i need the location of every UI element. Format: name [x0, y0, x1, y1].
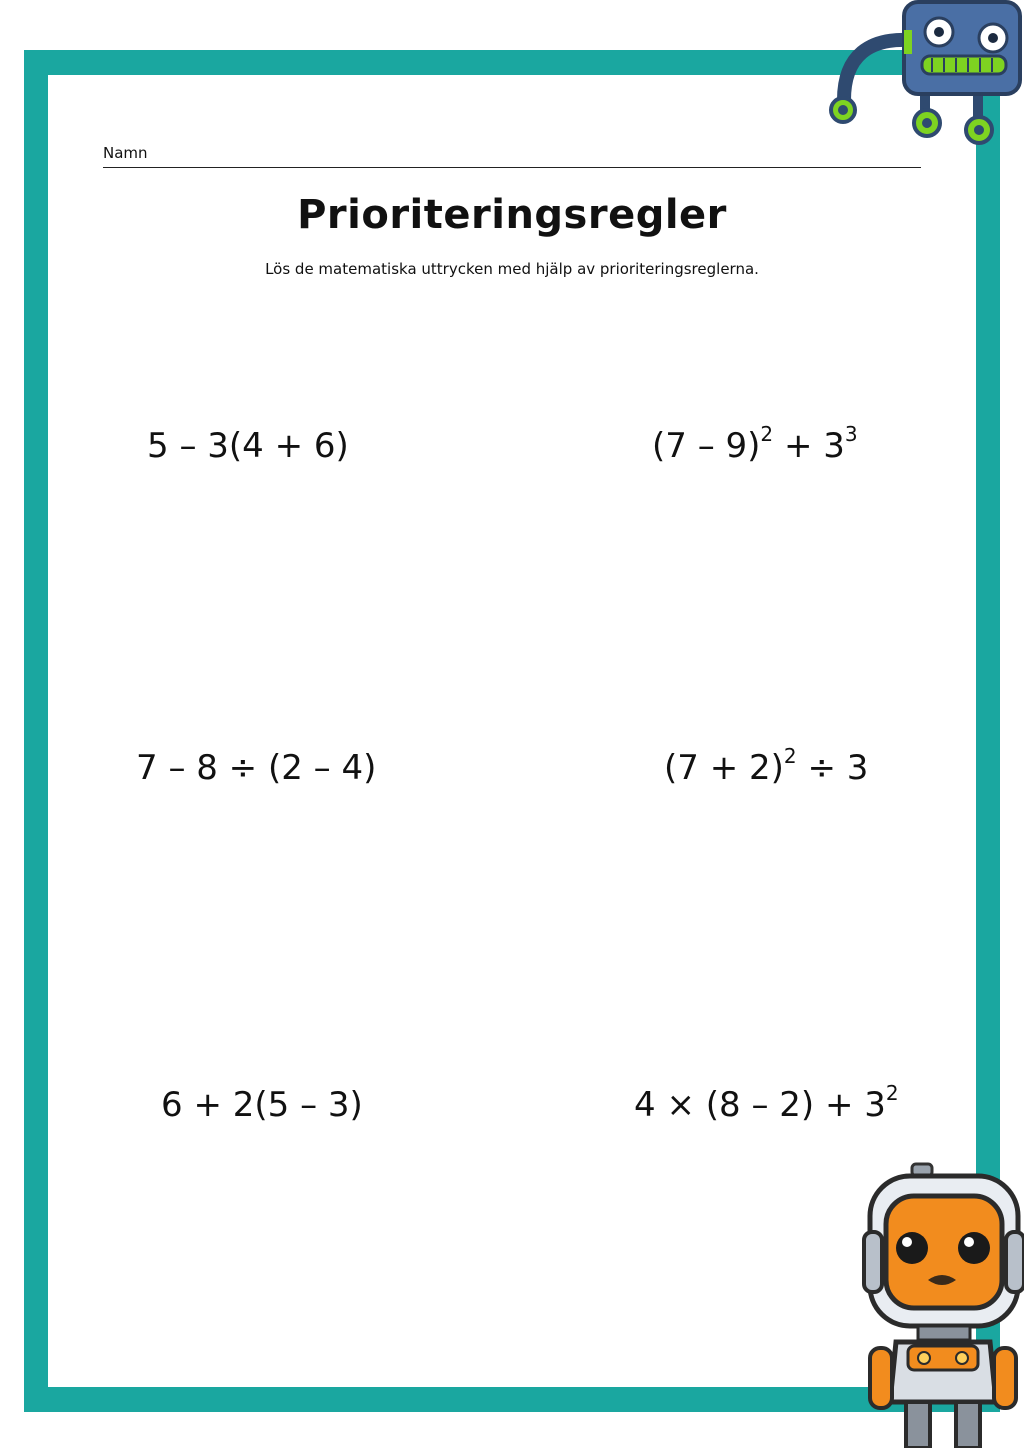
- problem-3: 7 – 8 ÷ (2 – 4): [136, 748, 377, 788]
- name-label: Namn: [103, 144, 148, 162]
- problem-1: 5 – 3(4 + 6): [147, 426, 349, 466]
- problem-2: $(7 - 9)^2 + 3^3$: [652, 422, 858, 466]
- problem-5: 6 + 2(5 – 3): [161, 1085, 363, 1125]
- instructions: Lös de matematiska uttrycken med hjälp av prioriteringsreglerna.: [265, 260, 759, 278]
- page-title: Prioriteringsregler: [297, 192, 727, 238]
- problem-6: $4 \times (8 - 2) + 3^2$: [634, 1081, 899, 1125]
- orange-robot-icon: [862, 1162, 1024, 1448]
- blue-robot-icon: [820, 0, 1024, 150]
- problem-4: $(7 + 2)^2 \div 3$: [664, 744, 869, 788]
- name-input-line[interactable]: [103, 167, 921, 168]
